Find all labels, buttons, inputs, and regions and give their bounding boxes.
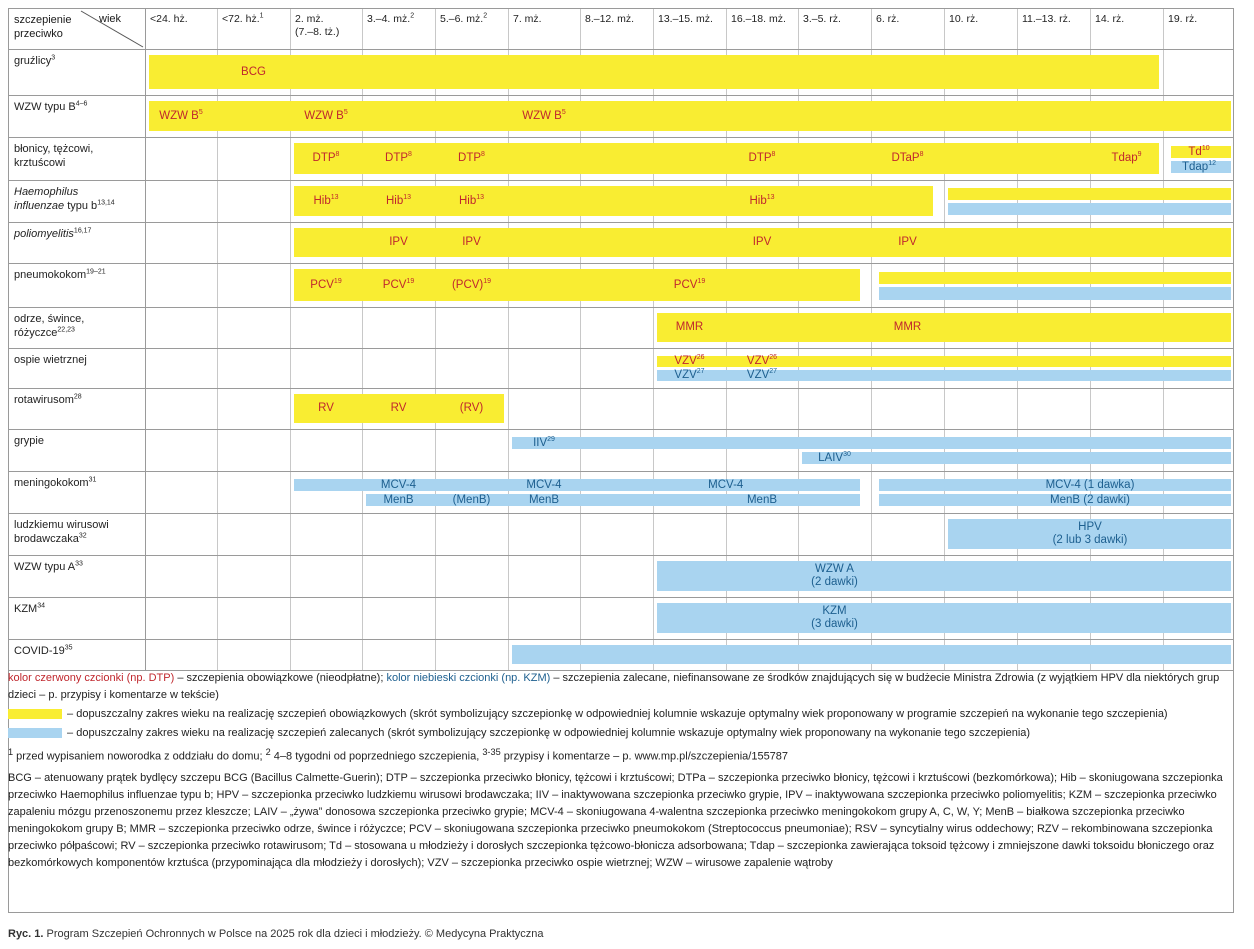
vaccine-abbreviation: PCV$^{19}$	[673, 277, 706, 291]
vaccine-abbreviation: MenB	[383, 493, 414, 506]
recommended-age-range-bar	[948, 203, 1231, 215]
mandatory-age-range-bar	[948, 188, 1231, 200]
vaccine-row-label: WZW typu $A^{33}$	[14, 560, 83, 573]
legend-color-key	[8, 670, 1224, 704]
vaccine-abbreviation: IPV	[462, 236, 481, 248]
vaccine-abbreviation: PCV$^{19}$	[382, 277, 415, 291]
mandatory-age-range-bar	[657, 356, 1231, 367]
vaccine-row-label: gruźlicy$^3$	[14, 54, 56, 67]
legend-yellow-desc: – dopuszczalny zakres wieku na realizację szczepień obowiązkowych (skrót symbolizujący szczepionkę w odpowiedniej kolumnie wskazuje optymalny wiek proponowany w programie szczepień na wykonanie tego szczepienia)	[64, 708, 1168, 720]
vaccine-row-label: ludzkiemu wirusowi brodawczaka$^{32}$	[14, 519, 109, 545]
vaccine-abbreviation: IIV$^{29}$	[533, 435, 555, 449]
vaccine-abbreviation: VZV$^{26}$	[746, 354, 778, 367]
figure-caption	[8, 928, 544, 940]
vaccine-abbreviation: MCV-4	[380, 478, 417, 491]
note-2: 4–8 tygodni od poprzedniego szczepienia,	[273, 750, 483, 763]
legend-blue-desc: – szczepienia zalecane, niefinansowane ze środków znajdujących się w budżecie Ministra Zdrowia (z wyjątkiem HPV dla niektórych grup dzieci – p. przypisy i komentarze w tekście)	[8, 672, 1220, 701]
caption-text: Program Szczepień Ochronnych w Polsce na 2025 rok dla dzieci i młodzieży. © Medycyna Praktyczna	[43, 928, 544, 940]
row-divider	[9, 180, 1233, 181]
vaccine-abbreviation: (PCV)$^{19}$	[451, 277, 492, 291]
vaccine-abbreviation: Hib$^{13}$	[385, 193, 412, 207]
vaccine-abbreviation: DTP$^8$	[458, 151, 485, 164]
row-divider	[9, 137, 1233, 138]
recommended-age-range-bar	[294, 479, 860, 491]
abbreviations: BCG – atenuowany prątek bydlęcy szczepu BCG (Bacillus Calmette-Guerin); DTP – szczepionka przeciwko błonicy, tężcowi i krztuścowi; DTPa – szczepionka przeciwko błonicy, tężcowi i krztuścowi (bezkomórkowa); Hib – skoniugowana szczepionka przeciwko Haemophilus influenzae typu b; HPV – szczepionka przeciwko ludzkiemu wirusowi brodawczaka; IIV – inaktywowana szczepionka przeciwko grypie, IPV – inaktywowana szczepionka przeciwko poliomyelitis; KZM – szczepionka przeciwko zapaleniu mózgu przenoszonemu przez kleszcze; LAIV – „żywa” donosowa szczepionka przeciwko grypie; MCV-4 – skoniugowana 4-walentna szczepionka przeciwko meningokokom grupy A, C, W, Y; MenB – białkowa szczepionka przeciwko meningokokom grupy B; MMR – szczepionka przeciwko odrze, śwince i różyczce; PCV – skoniugowana szczepionka przeciwko pneumokokom (Streptococcus pneumoniae); RSV – syncytialny wirus oddechowy; RZV – rekombinowana szczepionka przeciwko półpaścowi; RV – szczepionka przeciwko rotawirusom; Td – stosowana u młodzieży i dorosłych szczepionka tężcowo-błonicza adsorbowana; Tdap – szczepionka zawierająca toksoid tężcowy i zmniejszone dawki toksoidu błoniczego oraz bezkomórkowych komponentów krztuśca (przypominająca dla młodzieży i dorosłych); VZV – szczepionka przeciwko ospie wietrznej; WZW – wirusowe zapalenie wątroby	[8, 771, 1223, 869]
age-column-header: <24. hż.	[150, 13, 188, 25]
vaccine-row-label: błonicy, tężcowi, krztuścowi	[14, 143, 94, 169]
note-1: przed wypisaniem noworodka z oddziału do domu;	[16, 750, 266, 763]
vaccine-row-label: rotawirusom$^{28}$	[14, 393, 82, 406]
legend-blue-range-desc: – dopuszczalny zakres wieku na realizację szczepień zalecanych (skrót symbolizujący szczepionkę w odpowiedniej kolumnie wskazuje optymalny wiek proponowany na wykonanie tego szczepienia)	[64, 727, 1031, 739]
legend-notes: $^1$ przed wypisaniem noworodka z oddziału do domu; $^2$ 4–8 tygodni od poprzedniego szczepienia, $^{3-35}$ przypisy i komentarze – p. www.mp.pl/szczepienia/155787	[8, 747, 789, 763]
age-column-header: 5.–6. mż.$^2$	[440, 12, 488, 25]
recommended-age-range-bar	[657, 561, 1231, 591]
vaccine-abbreviation: MMR	[893, 321, 922, 333]
row-divider	[9, 471, 1233, 472]
recommended-age-range-bar	[512, 645, 1231, 664]
legend-red-font: kolor czerwony czcionki (np. DTP)	[8, 672, 175, 684]
vaccine-abbreviation: IPV	[389, 236, 408, 248]
age-column-header: 3.–5. rż.	[803, 13, 841, 25]
row-divider	[9, 95, 1233, 96]
row-divider	[9, 429, 1233, 430]
vaccine-abbreviation: MenB (2 dawki)	[1050, 493, 1130, 506]
vaccine-abbreviation: Td$^{10}$	[1188, 144, 1210, 158]
age-column-header: 16.–18. mż.	[731, 13, 786, 25]
vaccine-abbreviation: VZV$^{27}$	[746, 368, 778, 381]
row-divider	[9, 639, 1233, 640]
age-column-header: 11.–13. rż.	[1022, 13, 1071, 25]
row-divider	[9, 348, 1233, 349]
vaccine-row-label: odrze, śwince, różyczce$^{22,23}$	[14, 313, 85, 339]
vaccine-abbreviation: RV	[318, 402, 334, 414]
vaccine-abbreviation: WZW $B^5$	[159, 108, 203, 122]
vaccine-row-label: Haemophilus influenzae typu $b^{13,14}$	[14, 186, 115, 212]
age-column-header: 13.–15. mż.	[658, 13, 713, 25]
legend-yellow-row	[8, 706, 1224, 723]
legend-blue-font: kolor niebieski czcionki (np. KZM)	[386, 672, 551, 684]
vaccine-abbreviation: (MenB)	[452, 493, 491, 506]
vaccine-abbreviation: IPV	[752, 236, 772, 248]
vaccine-row-label: COVID-$19^{35}$	[14, 644, 73, 657]
row-divider	[9, 597, 1233, 598]
vaccine-abbreviation: (RV)	[459, 402, 484, 414]
row-divider	[9, 263, 1233, 264]
corner-age-label: wiek	[99, 13, 122, 25]
vaccine-abbreviation: BCG	[241, 65, 266, 78]
vaccine-abbreviation: WZW A (2 dawki)	[811, 563, 858, 588]
vaccine-abbreviation: Hib$^{13}$	[313, 193, 339, 207]
vaccine-abbreviation: DTaP$^8$	[891, 151, 924, 164]
vaccine-abbreviation: MCV-4	[708, 478, 744, 491]
vaccine-abbreviation: DTP$^8$	[385, 151, 412, 164]
recommended-age-range-bar	[512, 437, 1231, 449]
vaccine-abbreviation: LAIV$^{30}$	[818, 450, 851, 464]
legend-blue-row	[8, 725, 1224, 742]
age-column-header: 7. mż.	[513, 13, 542, 25]
legend	[8, 670, 1224, 872]
mandatory-age-range-bar	[294, 143, 1159, 174]
vaccine-abbreviation: MMR	[675, 321, 704, 333]
vaccine-abbreviation: HPV (2 lub 3 dawki)	[1052, 521, 1128, 546]
row-divider	[9, 513, 1233, 514]
vaccine-abbreviation: MCV-4 (1 dawka)	[1045, 478, 1135, 491]
vaccine-abbreviation: Hib$^{13}$	[458, 193, 485, 207]
vaccine-abbreviation: MenB	[528, 493, 560, 506]
age-column-header: 14. rż.	[1095, 13, 1125, 25]
vaccine-abbreviation: RV	[390, 402, 407, 414]
vaccine-abbreviation: VZV$^{26}$	[674, 354, 705, 367]
blue-swatch	[8, 728, 62, 738]
vaccine-abbreviation: DTP$^8$	[312, 151, 340, 164]
vaccine-row-label: ospie wietrznej	[14, 354, 87, 366]
vaccine-abbreviation: PCV$^{19}$	[310, 277, 342, 291]
mandatory-age-range-bar	[657, 313, 1231, 342]
vaccine-abbreviation: IPV	[898, 236, 917, 248]
vaccine-row-label: meningokokom$^{31}$	[14, 476, 97, 489]
vaccine-row-label: poliomyelitis$^{16,17}$	[14, 227, 92, 240]
vaccine-row-label: grypie	[14, 435, 44, 447]
recommended-age-range-bar	[657, 370, 1231, 381]
vaccine-abbreviation: Tdap$^9$	[1111, 151, 1142, 164]
vaccine-abbreviation: KZM (3 dawki)	[811, 605, 858, 630]
mandatory-age-range-bar	[149, 55, 1159, 89]
age-column-header: 10. rż.	[949, 13, 979, 25]
recommended-age-range-bar	[366, 494, 860, 506]
age-column-header: 8.–12. mż.	[585, 13, 635, 25]
vaccine-abbreviation: VZV$^{27}$	[674, 368, 705, 381]
yellow-swatch	[8, 709, 62, 719]
note-3: przypisy i komentarze – p. www.mp.pl/szczepienia/155787	[503, 750, 789, 763]
column-divider	[145, 9, 146, 670]
vaccine-row-label: pneumokokom$^{19-21}$	[14, 268, 106, 281]
vaccine-abbreviation: WZW $B^5$	[522, 108, 566, 122]
row-divider	[9, 49, 1233, 50]
age-column-header: <72. hż.$^1$	[222, 12, 264, 25]
recommended-age-range-bar	[879, 287, 1231, 300]
vaccine-abbreviation: Hib$^{13}$	[749, 193, 775, 207]
age-column-header: 3.–4. mż.$^2$	[367, 12, 415, 25]
header-corner	[9, 9, 145, 49]
recommended-age-range-bar	[657, 603, 1231, 633]
caption-prefix: Ryc. 1.	[8, 928, 44, 940]
mandatory-age-range-bar	[294, 269, 860, 301]
row-divider	[9, 222, 1233, 223]
vaccine-row-label: KZM$^{34}$	[14, 602, 46, 615]
vaccine-abbreviation: WZW $B^5$	[304, 108, 348, 122]
row-divider	[9, 307, 1233, 308]
vaccine-row-label: WZW typu $B^{4-6}$	[14, 100, 88, 113]
age-column-header: 6. rż.	[876, 13, 900, 25]
legend-red-desc: – szczepienia obowiązkowe (nieodpłatne);	[174, 672, 387, 684]
vaccine-abbreviation: Tdap$^{12}$	[1181, 159, 1217, 173]
row-divider	[9, 555, 1233, 556]
corner-row-label: szczepienie przeciwko	[14, 14, 72, 40]
mandatory-age-range-bar	[879, 272, 1231, 284]
age-column-header: 19. rż.	[1168, 13, 1198, 25]
row-divider	[9, 388, 1233, 389]
vaccine-abbreviation: MenB	[746, 493, 778, 506]
vaccine-abbreviation: DTP$^8$	[748, 151, 776, 164]
vaccine-abbreviation: MCV-4	[526, 478, 562, 491]
age-column-header: 2. mż. (7.–8. tż.)	[295, 13, 340, 38]
recommended-age-range-bar	[802, 452, 1231, 464]
